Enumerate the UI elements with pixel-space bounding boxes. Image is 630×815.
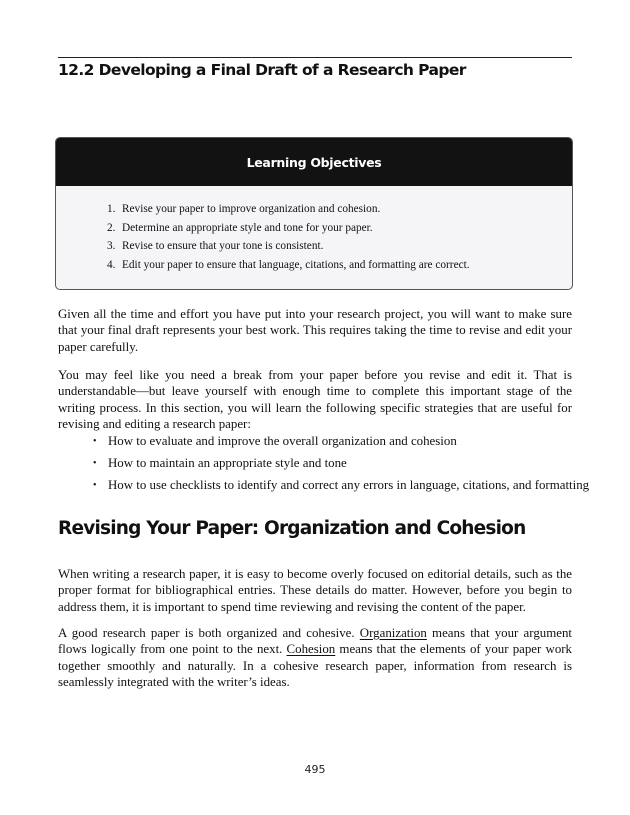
strategy-text: How to evaluate and improve the overall organization and cohesion (108, 434, 457, 448)
intro-paragraph: Given all the time and effort you have put into your research project, you will want to make sure that your final draft represents your best work. This requires taking the time to revise and edit your paper carefully. (58, 307, 572, 354)
strategies-list (93, 431, 589, 496)
objective-number: 3. (107, 240, 116, 253)
objective-text: Edit your paper to ensure that language, citations, and formatting are correct. (122, 259, 470, 272)
objective-text: Revise to ensure that your tone is consistent. (122, 240, 324, 253)
paragraph-text: means that the elements of your paper work together smoothly and naturally. In a cohesive research paper, information from research is seamlessly integrated with the writer’s ideas. (58, 642, 572, 689)
chapter-title: 12.2 Developing a Final Draft of a Research Paper (58, 61, 466, 79)
bullet-icon: • (93, 436, 97, 447)
section-heading: Revising Your Paper: Organization and Cohesion (58, 518, 526, 539)
strategies-intro-paragraph: You may feel like you need a break from your paper before you revise and edit it. That is understandable—but leave yourself with enough time to complete this important stage of the writing process. In this section, you will learn the following specific strategies that are useful for revising and editing a research paper: (58, 368, 572, 431)
objective-item (107, 219, 470, 238)
strategy-item (93, 475, 589, 497)
strategy-item (93, 431, 589, 453)
bullet-icon: • (93, 479, 97, 491)
term-cohesion: Cohesion (286, 642, 336, 657)
learning-objectives-header: Learning Objectives (56, 138, 572, 186)
section-paragraph: When writing a research paper, it is easy to become overly focused on editorial details, such as the proper format for bibliographical entries. These details do matter. However, before you begin to address them, it is important to spend time reviewing and revising the content of the paper. (58, 567, 572, 614)
learning-objectives-box (55, 137, 573, 290)
term-organization: Organization (359, 626, 427, 640)
bullet-icon: • (93, 457, 97, 469)
objective-item (107, 256, 470, 275)
objective-text: Revise your paper to improve organization and cohesion. (122, 203, 381, 215)
objective-number: 4. (107, 259, 116, 272)
strategy-text: How to use checklists to identify and correct any errors in language, citations, and formatting (108, 477, 590, 492)
page-number: 495 (304, 763, 326, 776)
objective-item (107, 200, 470, 219)
organization-cohesion-paragraph (58, 625, 572, 690)
learning-objectives-list (107, 200, 470, 275)
strategy-item (93, 453, 589, 475)
paragraph-text: means that your argument flows logically from one point to the next. (58, 626, 573, 657)
paragraph-text: A good research paper is both organized and cohesive. (58, 626, 360, 640)
objective-item (107, 237, 470, 256)
strategy-text: How to maintain an appropriate style and tone (108, 455, 347, 470)
objective-text: Determine an appropriate style and tone for your paper. (122, 221, 373, 234)
objective-number: 2. (107, 221, 116, 234)
top-rule-divider (58, 57, 572, 58)
objective-number: 1. (107, 203, 116, 215)
